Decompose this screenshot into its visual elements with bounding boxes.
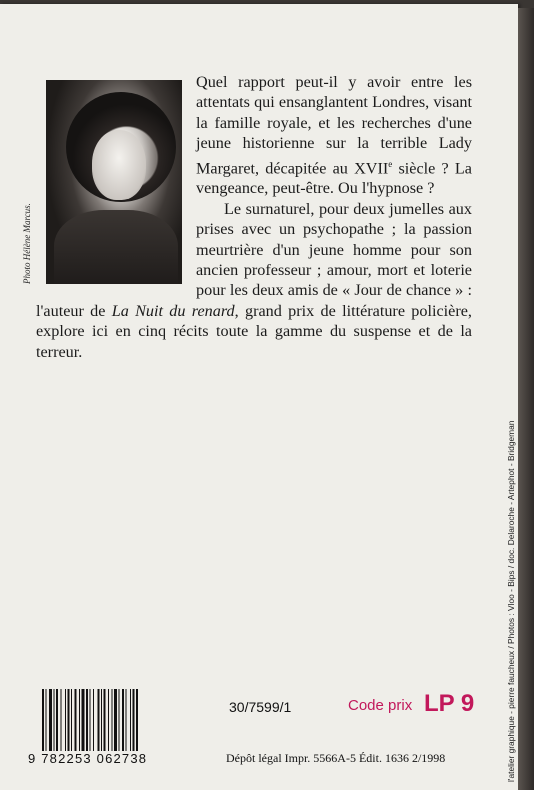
design-credit: l'atelier graphique - pierre faucheux / Photos : Vloo - Bips / doc. Delaroche - Artephot - Bridgeman	[506, 420, 516, 782]
photo-credit: Photo Hélène Marcus.	[22, 203, 32, 284]
blurb-paragraph-2: Le surnaturel, pour deux jumelles aux prises avec un psychopathe ; la passion meurtrière d'un jeune homme pour son ancien professeur ; amour, mort et loterie pour les deux amis de « Jour de chance » : l'auteur de La Nuit du renard, grand prix de littérature policière, explore ici en cinq récits toute la gamme du suspense et de la terreur.	[36, 199, 472, 361]
legal-deposit: Dépôt légal Impr. 5566A-5 Édit. 1636 2/1998	[226, 751, 446, 765]
book-title-reference: La Nuit du renard	[111, 301, 235, 320]
book-spine-edge	[518, 8, 534, 790]
back-cover-blurb	[36, 72, 472, 362]
catalog-reference: 30/7599/1	[229, 699, 292, 715]
blurb-paragraph-1: Quel rapport peut-il y avoir entre les attentats qui ensanglantent Londres, visant la famille royale, et les recherches d'une jeune historienne sur la terrible Lady Margaret, décapitée au XVIIe siècle ? La vengeance, peut-être. Ou l'hypnose ?	[196, 73, 472, 198]
barcode	[40, 689, 178, 751]
price-code-label: Code prix	[348, 697, 413, 714]
barcode-number: 9 782253 062738	[28, 751, 148, 766]
price-code-value: LP 9	[424, 690, 475, 717]
